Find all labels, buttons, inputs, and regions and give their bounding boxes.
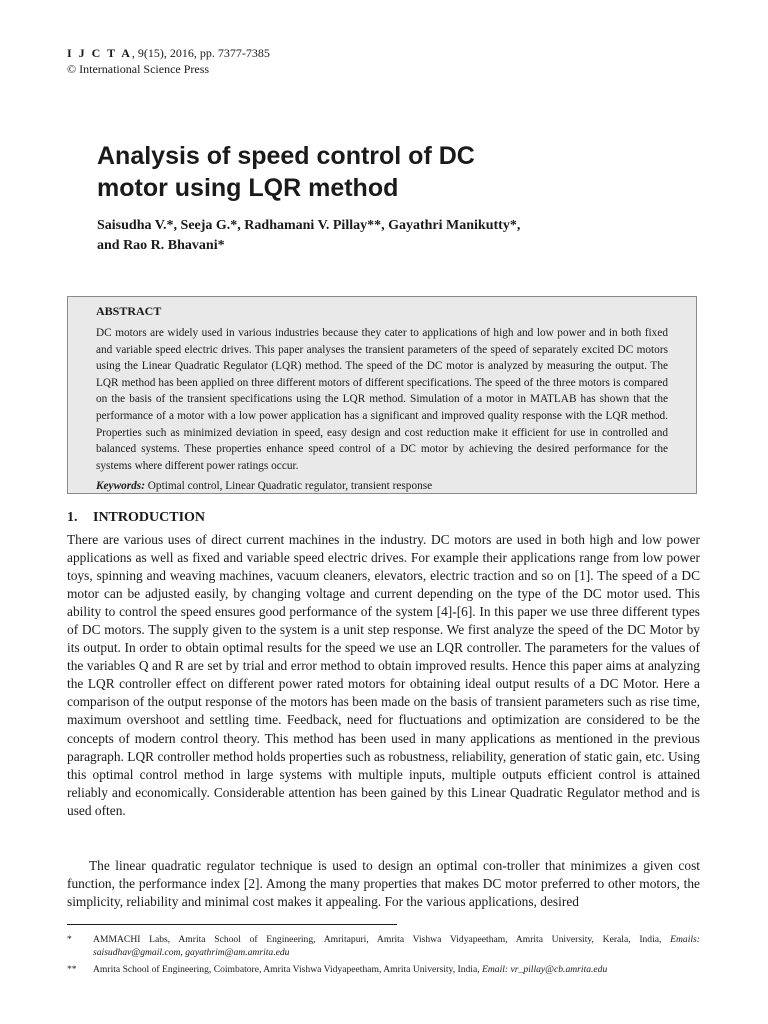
- section-number: 1.: [67, 510, 78, 525]
- journal-volume-pages: , 9(15), 2016, pp. 7377-7385: [131, 46, 270, 60]
- footnote-emails: Email: vr_pillay@cb.amrita.edu: [482, 964, 608, 975]
- journal-citation: [67, 45, 270, 61]
- footnote-1: [67, 933, 700, 959]
- journal-header: [67, 45, 270, 77]
- keywords-label: Keywords:: [96, 480, 145, 493]
- abstract-text: DC motors are widely used in various industries because they cater to applications of high and low power and in both fixed and variable speed electric drives. This paper analyses the transient parameters of the speed of separately excited DC motors using the Linear Quadratic Regulator (LQR) method. The speed of the DC motor is analyzed by measuring the output. The LQR method has been applied on three different motors of different specifications. The speed of the three motors is compared on the basis of the transient specifications using the LQR method. Simulation of a motor in MATLAB has shown that the performance of a motor with a low power application has a significant and improved quality response with the LQR method. Properties such as minimized deviation in speed, easy design and cost reduction make it efficient for use in controlled and balanced systems. These properties enhance speed control of a DC motor by achieving the desired performance for the systems where different power ratings occur.: [96, 327, 668, 472]
- footnote-text: [93, 933, 700, 959]
- author-list: [97, 216, 657, 256]
- paper-title: [97, 140, 657, 204]
- footnote-affiliation: AMMACHI Labs, Amrita School of Engineering, Amritapuri, Amrita Vishwa Vidyapeetham, Amrita University, Kerala, India,: [93, 934, 671, 945]
- publisher: © International Science Press: [67, 62, 210, 76]
- footnote-mark: *: [67, 934, 72, 945]
- keywords-list: Optimal control, Linear Quadratic regulator, transient response: [144, 480, 433, 493]
- abstract-box: [67, 296, 697, 494]
- footnote-emails: Emails: saisudhav@gmail.com, gayathrim@am.amrita.edu: [93, 934, 700, 958]
- footnote-text: [93, 963, 700, 976]
- intro-paragraph-2: The linear quadratic regulator technique is used to design an optimal con-troller that minimizes a given cost function, the performance index [2]. Among the many properties that makes DC motor preferred to other motors, the simplicity, reliability and minimal cost makes it appealing. For the various applications, desired: [67, 858, 700, 910]
- authors-line-1: Saisudha V.*, Seeja G.*, Radhamani V. Pillay**, Gayathri Manikutty*,: [97, 218, 521, 233]
- keywords: [96, 478, 668, 495]
- footnote-affiliation: Amrita School of Engineering, Coimbatore, Amrita Vishwa Vidyapeetham, Amrita University, India,: [93, 964, 483, 975]
- intro-paragraph-1: There are various uses of direct current machines in the industry. DC motors are used in both high and low power applications as well as fixed and variable speed electric drives. For example their applications range from low power toys, spinning and weaving machines, vacuum cleaners, elevators, electric traction and so on [1]. The speed of a DC motor can be adjusted easily, by changing voltage and current depending on the type of the DC motor used. This ability to control the speed ensures good performance of the system [4]-[6]. In this paper we use three different types of DC motors. The supply given to the system is a unit step response. We first analyze the speed of the DC Motor by its output. In order to obtain optimal results for the speed we use an LQR controller. The parameters for the values of the variables Q and R are set by trial and error method to obtain improved results. Hence this paper aims at analyzing the LQR controller effect on different power rated motors for obtaining ideal output results of a DC Motor. Here a comparison of the output response of the motors has been made on the basis of transient parameters such as rise time, maximum overshoot and settling time. Feedback, need for fluctuations and optimization are considered to be the concepts of modern control theory. This method has been used in many applications as mentioned in the previous paragraph. LQR controller method holds properties such as robustness, reliability, generation of static gain, etc. Using this optimal control method in large systems with multiple inputs, multiple outputs efficient control is attained reliably and economically. Considerable attention has been gained by this Linear Quadratic Regulator method and is used often.: [67, 532, 700, 818]
- footnote-divider: [67, 924, 397, 925]
- journal-name: I J C T A: [67, 46, 132, 60]
- section-title: INTRODUCTION: [93, 510, 206, 525]
- section-heading-introduction: [67, 508, 205, 528]
- authors-line-2: and Rao R. Bhavani*: [97, 238, 225, 253]
- footnote-2: [67, 963, 700, 976]
- title-line-1: Analysis of speed control of DC: [97, 142, 475, 170]
- title-line-2: motor using LQR method: [97, 174, 399, 202]
- footnote-mark: **: [67, 964, 77, 975]
- abstract-heading: ABSTRACT: [96, 304, 162, 318]
